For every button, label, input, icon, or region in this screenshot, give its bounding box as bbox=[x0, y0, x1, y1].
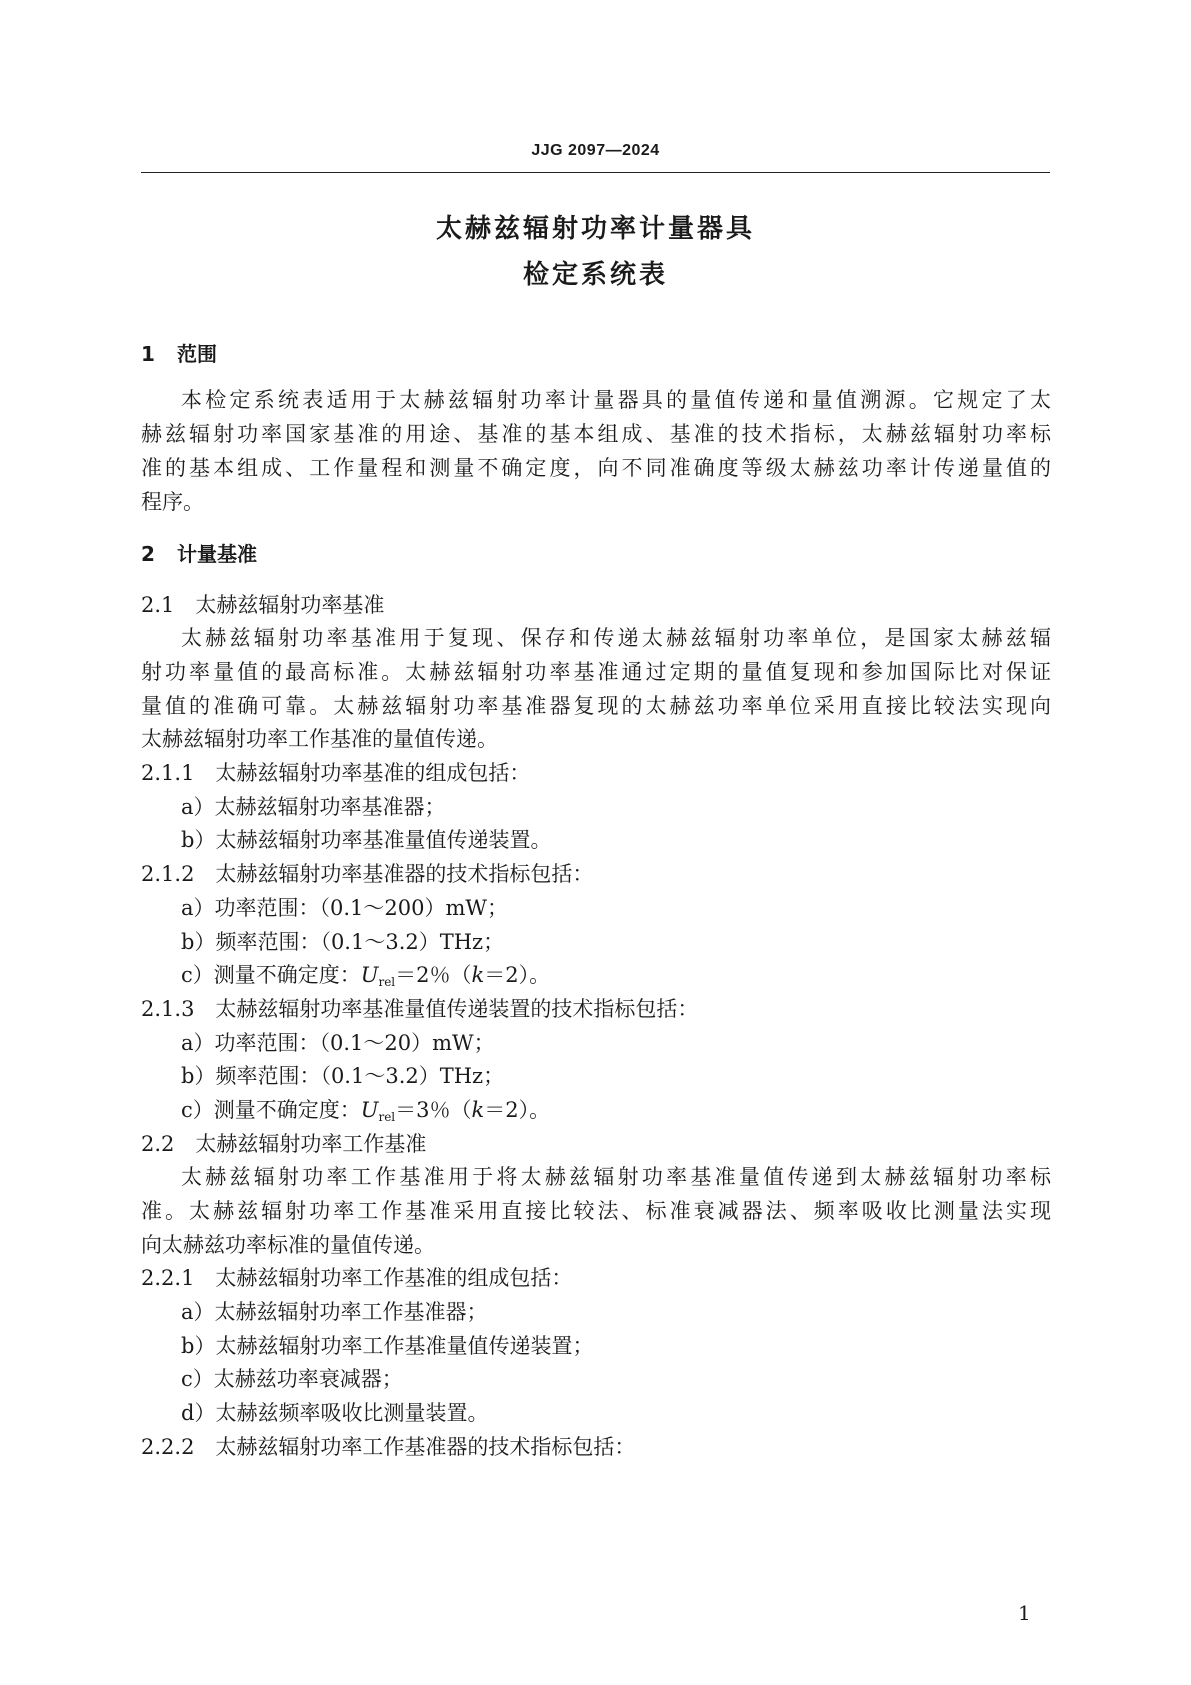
clause-2-1-heading: 2.1 太赫兹辐射功率基准 bbox=[141, 593, 385, 617]
section-1-heading bbox=[141, 340, 217, 368]
section-number: 1 bbox=[141, 342, 155, 366]
page-number: 1 bbox=[1018, 1601, 1031, 1625]
header-rule bbox=[141, 172, 1050, 173]
clause-2-2-paragraph-line: 太赫兹辐射功率工作基准用于将太赫兹辐射功率基准量值传递到太赫兹辐射功率标 bbox=[181, 1165, 1051, 1189]
clause-2-2-1-heading: 2.2.1 太赫兹辐射功率工作基准的组成包括： bbox=[141, 1266, 573, 1290]
list-item: a）功率范围：（0.1～20）mW； bbox=[181, 1031, 495, 1055]
clause-2-1-2-heading: 2.1.2 太赫兹辐射功率基准器的技术指标包括： bbox=[141, 862, 594, 886]
symbol-k: k bbox=[471, 963, 485, 987]
sec1-paragraph-line: 赫兹辐射功率国家基准的用途、基准的基本组成、基准的技术指标，太赫兹辐射功率标 bbox=[141, 422, 1051, 446]
section-title: 计量基准 bbox=[177, 542, 257, 566]
list-item: d）太赫兹频率吸收比测量装置。 bbox=[181, 1401, 489, 1425]
coverage-factor: ＝2）。 bbox=[484, 963, 551, 987]
list-item-uncertainty bbox=[181, 961, 550, 996]
symbol-subscript: rel bbox=[378, 1110, 396, 1124]
coverage-factor: ＝2）。 bbox=[484, 1098, 551, 1122]
list-item: b）频率范围：（0.1～3.2）THz； bbox=[181, 1064, 505, 1088]
sec1-paragraph-line: 本检定系统表适用于太赫兹辐射功率计量器具的量值传递和量值溯源。它规定了太 bbox=[181, 388, 1051, 412]
clause-2-1-paragraph-line: 太赫兹辐射功率工作基准的量值传递。 bbox=[141, 727, 498, 751]
clause-2-2-2-heading: 2.2.2 太赫兹辐射功率工作基准器的技术指标包括： bbox=[141, 1435, 636, 1459]
document-title-line2: 检定系统表 bbox=[522, 260, 668, 290]
clause-2-1-3-heading: 2.1.3 太赫兹辐射功率基准量值传递装置的技术指标包括： bbox=[141, 997, 699, 1021]
symbol-subscript: rel bbox=[378, 975, 396, 989]
clause-2-2-paragraph-line: 准。太赫兹辐射功率工作基准采用直接比较法、标准衰减器法、频率吸收比测量法实现 bbox=[141, 1199, 1051, 1223]
clause-2-1-paragraph-line: 量值的准确可靠。太赫兹辐射功率基准器复现的太赫兹功率单位采用直接比较法实现向 bbox=[141, 694, 1051, 718]
clause-2-2-paragraph-line: 向太赫兹功率标准的量值传递。 bbox=[141, 1233, 435, 1257]
list-item: c）太赫兹功率衰减器； bbox=[181, 1367, 403, 1391]
symbol-k: k bbox=[471, 1098, 485, 1122]
sec1-paragraph-line: 程序。 bbox=[141, 490, 204, 514]
document-title-line1: 太赫兹辐射功率计量器具 bbox=[435, 214, 755, 244]
symbol-U: U bbox=[360, 1098, 379, 1122]
uncertainty-value: ＝3％（ bbox=[395, 1098, 472, 1122]
section-title: 范围 bbox=[177, 342, 217, 366]
symbol-U: U bbox=[360, 963, 379, 987]
uncertainty-label: c）测量不确定度： bbox=[181, 1098, 361, 1122]
sec1-paragraph-line: 准的基本组成、工作量程和测量不确定度，向不同准确度等级太赫兹功率计传递量值的 bbox=[141, 456, 1051, 480]
list-item: b）太赫兹辐射功率工作基准量值传递装置； bbox=[181, 1334, 594, 1358]
list-item: a）太赫兹辐射功率工作基准器； bbox=[181, 1300, 488, 1324]
clause-2-1-1-heading: 2.1.1 太赫兹辐射功率基准的组成包括： bbox=[141, 761, 531, 785]
list-item: a）太赫兹辐射功率基准器； bbox=[181, 795, 446, 819]
list-item-uncertainty bbox=[181, 1096, 550, 1131]
uncertainty-label: c）测量不确定度： bbox=[181, 963, 361, 987]
section-number: 2 bbox=[141, 542, 155, 566]
clause-2-1-paragraph-line: 太赫兹辐射功率基准用于复现、保存和传递太赫兹辐射功率单位，是国家太赫兹辐 bbox=[181, 626, 1051, 650]
list-item: a）功率范围：（0.1～200）mW； bbox=[181, 896, 508, 920]
clause-2-1-paragraph-line: 射功率量值的最高标准。太赫兹辐射功率基准通过定期的量值复现和参加国际比对保证 bbox=[141, 660, 1051, 684]
section-2-heading bbox=[141, 540, 257, 568]
list-item: b）太赫兹辐射功率基准量值传递装置。 bbox=[181, 828, 552, 852]
list-item: b）频率范围：（0.1～3.2）THz； bbox=[181, 930, 505, 954]
standard-code-header: JJG 2097—2024 bbox=[531, 142, 660, 159]
uncertainty-value: ＝2％（ bbox=[395, 963, 472, 987]
clause-2-2-heading: 2.2 太赫兹辐射功率工作基准 bbox=[141, 1132, 427, 1156]
